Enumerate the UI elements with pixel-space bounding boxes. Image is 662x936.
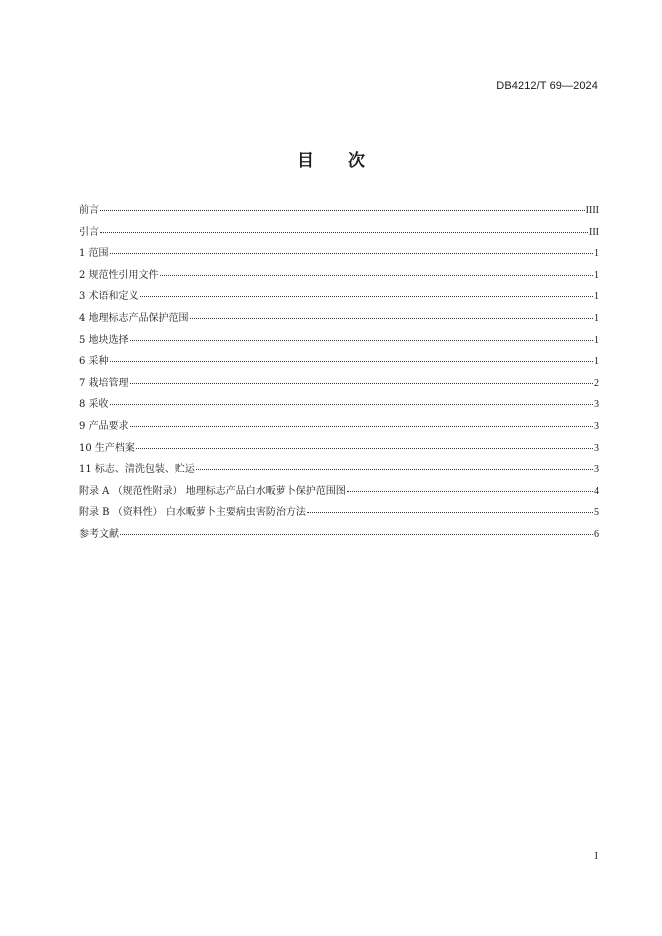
toc-dot-leader: [110, 403, 593, 405]
toc-dot-leader: [120, 533, 593, 535]
toc-dot-leader: [196, 468, 593, 470]
toc-entry-appendix-a[interactable]: [79, 481, 599, 503]
toc-entry-harvest[interactable]: [79, 394, 599, 416]
toc-dot-leader: [130, 339, 593, 341]
toc-entry-page: 1: [594, 248, 599, 260]
toc-entry-page: 3: [594, 464, 599, 476]
toc-entry-protection-area[interactable]: [79, 308, 599, 330]
document-code: DB4212/T 69—2024: [496, 80, 598, 92]
toc-entry-label: 11 标志、清洗包装、贮运: [79, 464, 195, 476]
toc-entry-scope[interactable]: [79, 243, 599, 265]
toc-entry-normative-references[interactable]: [79, 265, 599, 287]
toc-entry-page: 3: [594, 399, 599, 411]
toc-entry-page: 3: [594, 442, 599, 454]
toc-entry-page: 1: [594, 269, 599, 281]
toc-entry-plot-selection[interactable]: [79, 330, 599, 352]
toc-dot-leader: [110, 360, 593, 362]
toc-entry-page: 1: [594, 334, 599, 346]
toc-entry-bibliography[interactable]: [79, 524, 599, 546]
toc-entry-label: 7 栽培管理: [79, 377, 129, 389]
toc-entry-introduction[interactable]: [79, 222, 599, 244]
toc-entry-terms-definitions[interactable]: [79, 286, 599, 308]
toc-entry-label: 4 地理标志产品保护范围: [79, 312, 189, 324]
toc-entry-seed-collection[interactable]: [79, 351, 599, 373]
toc-entry-page: 6: [594, 528, 599, 540]
toc-list: [79, 200, 599, 546]
toc-entry-label: 1 范围: [79, 248, 109, 260]
toc-entry-page: 4: [594, 485, 599, 497]
toc-title: 目 次: [297, 151, 365, 171]
toc-entry-label: 10 生产档案: [79, 442, 135, 454]
toc-entry-label: 6 采种: [79, 356, 109, 368]
toc-dot-leader: [140, 295, 593, 297]
toc-dot-leader: [130, 382, 593, 384]
toc-entry-page: 1: [594, 356, 599, 368]
toc-entry-label: 8 采收: [79, 399, 109, 411]
toc-entry-page: 3: [594, 420, 599, 432]
toc-entry-label: 3 术语和定义: [79, 291, 139, 303]
page-number: I: [594, 851, 598, 862]
toc-entry-label: 附录 B （资料性） 白水畈萝卜主要病虫害防治方法: [79, 507, 306, 519]
toc-dot-leader: [110, 252, 593, 254]
toc-entry-label: 引言: [79, 226, 99, 238]
toc-entry-foreword[interactable]: [79, 200, 599, 222]
toc-dot-leader: [307, 511, 593, 513]
toc-dot-leader: [136, 447, 593, 449]
toc-entry-label: 前言: [79, 205, 99, 216]
toc-entry-label: 5 地块选择: [79, 334, 129, 346]
toc-entry-page: 1: [594, 312, 599, 324]
toc-dot-leader: [100, 231, 588, 233]
toc-dot-leader: [130, 425, 593, 427]
toc-entry-page: 5: [594, 507, 599, 519]
toc-entry-product-requirements[interactable]: [79, 416, 599, 438]
toc-entry-label: 附录 A （规范性附录） 地理标志产品白水畈萝卜保护范围图: [79, 485, 346, 497]
toc-entry-label: 9 产品要求: [79, 420, 129, 432]
toc-dot-leader: [190, 317, 593, 319]
toc-dot-leader: [160, 274, 593, 276]
toc-entry-label: 参考文献: [79, 528, 119, 540]
toc-entry-label: 2 规范性引用文件: [79, 269, 159, 281]
toc-entry-page: IIII: [585, 205, 599, 216]
toc-entry-page: III: [589, 226, 599, 238]
toc-entry-cultivation[interactable]: [79, 373, 599, 395]
toc-entry-page: 2: [594, 377, 599, 389]
toc-dot-leader: [347, 490, 593, 492]
toc-entry-marking-packaging-storage[interactable]: [79, 459, 599, 481]
toc-entry-page: 1: [594, 291, 599, 303]
toc-entry-production-records[interactable]: [79, 438, 599, 460]
toc-dot-leader: [100, 209, 585, 211]
toc-entry-appendix-b[interactable]: [79, 502, 599, 524]
